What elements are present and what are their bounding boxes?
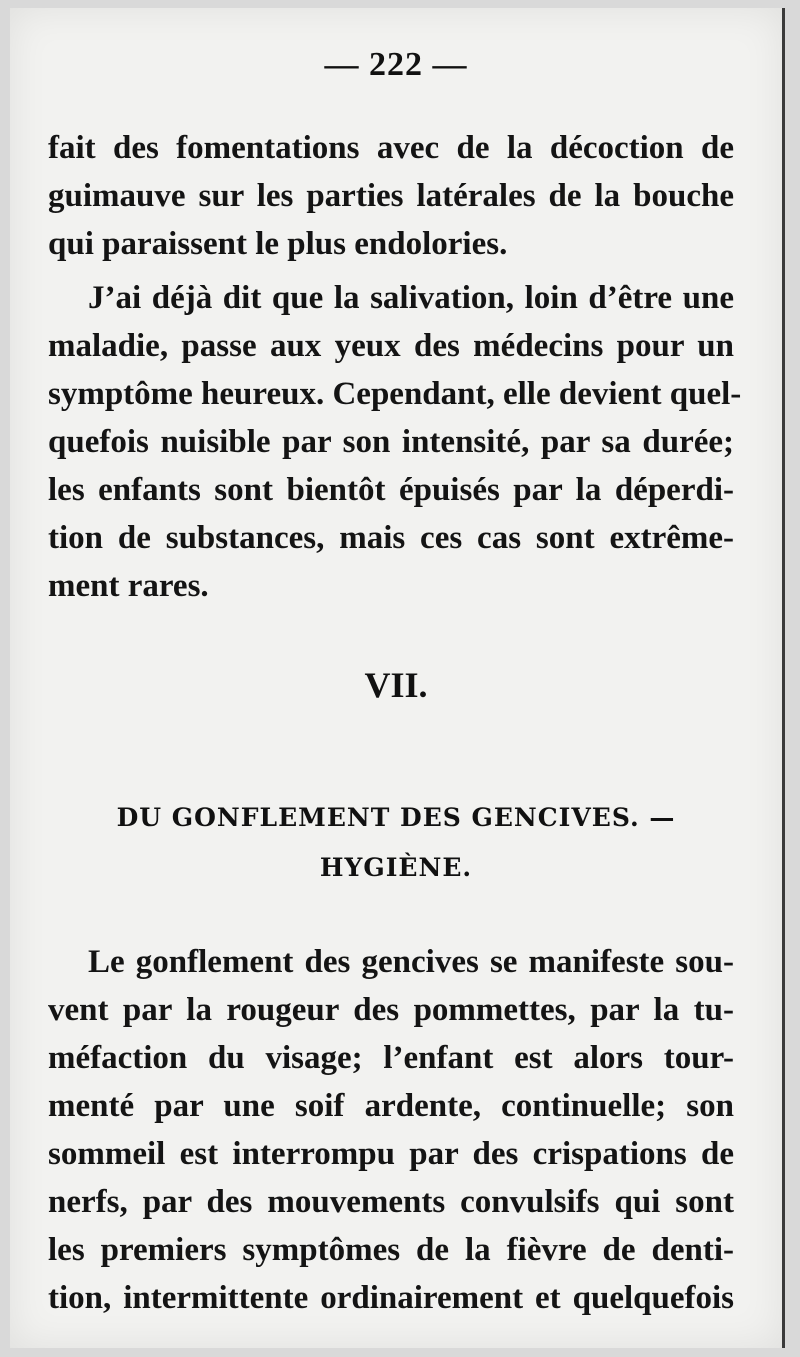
text-line: vent par la rougeur des pommettes, par la tu- (48, 992, 734, 1028)
text-line: les enfants sont bientôt épuisés par la déperdi- (48, 472, 734, 508)
section-title-line: DU GONFLEMENT DES GENCIVES. — (116, 803, 676, 832)
page-number: — 222 — (324, 46, 468, 83)
section-title-line: HYGIÈNE. (319, 853, 473, 882)
text-line: qui paraissent le plus endolories. (48, 226, 508, 262)
text-line: quefois nuisible par son intensité, par sa durée; (48, 424, 734, 460)
text-line: tion, intermittente ordinairement et quelquefois (48, 1280, 734, 1316)
paragraph-2 (48, 274, 742, 610)
text-line: menté par une soif ardente, continuelle; son (48, 1088, 734, 1124)
section-number: VII. (364, 665, 428, 705)
text-line: fait des fomentations avec de la décoction de (48, 130, 734, 166)
text-line: J’ai déjà dit que la salivation, loin d’être une (88, 280, 734, 316)
paragraph-3 (48, 938, 734, 1322)
text-line: ment rares. (48, 568, 209, 604)
paragraph-1 (48, 124, 734, 268)
text-line: nerfs, par des mouvements convulsifs qui sont (48, 1184, 734, 1220)
text-line: guimauve sur les parties latérales de la bouche (48, 178, 734, 214)
text-line: les premiers symptômes de la fièvre de denti- (48, 1232, 734, 1268)
book-page (10, 8, 785, 1348)
text-line: symptôme heureux. Cependant, elle devient quel- (48, 376, 742, 412)
text-line: Le gonflement des gencives se manifeste sou- (88, 944, 734, 980)
text-line: sommeil est interrompu par des crispations de (48, 1136, 734, 1172)
text-line: maladie, passe aux yeux des médecins pour un (48, 328, 734, 364)
text-line: méfaction du visage; l’enfant est alors tour- (48, 1040, 734, 1076)
text-line: tion de substances, mais ces cas sont extrême- (48, 520, 734, 556)
section-title (70, 793, 722, 893)
